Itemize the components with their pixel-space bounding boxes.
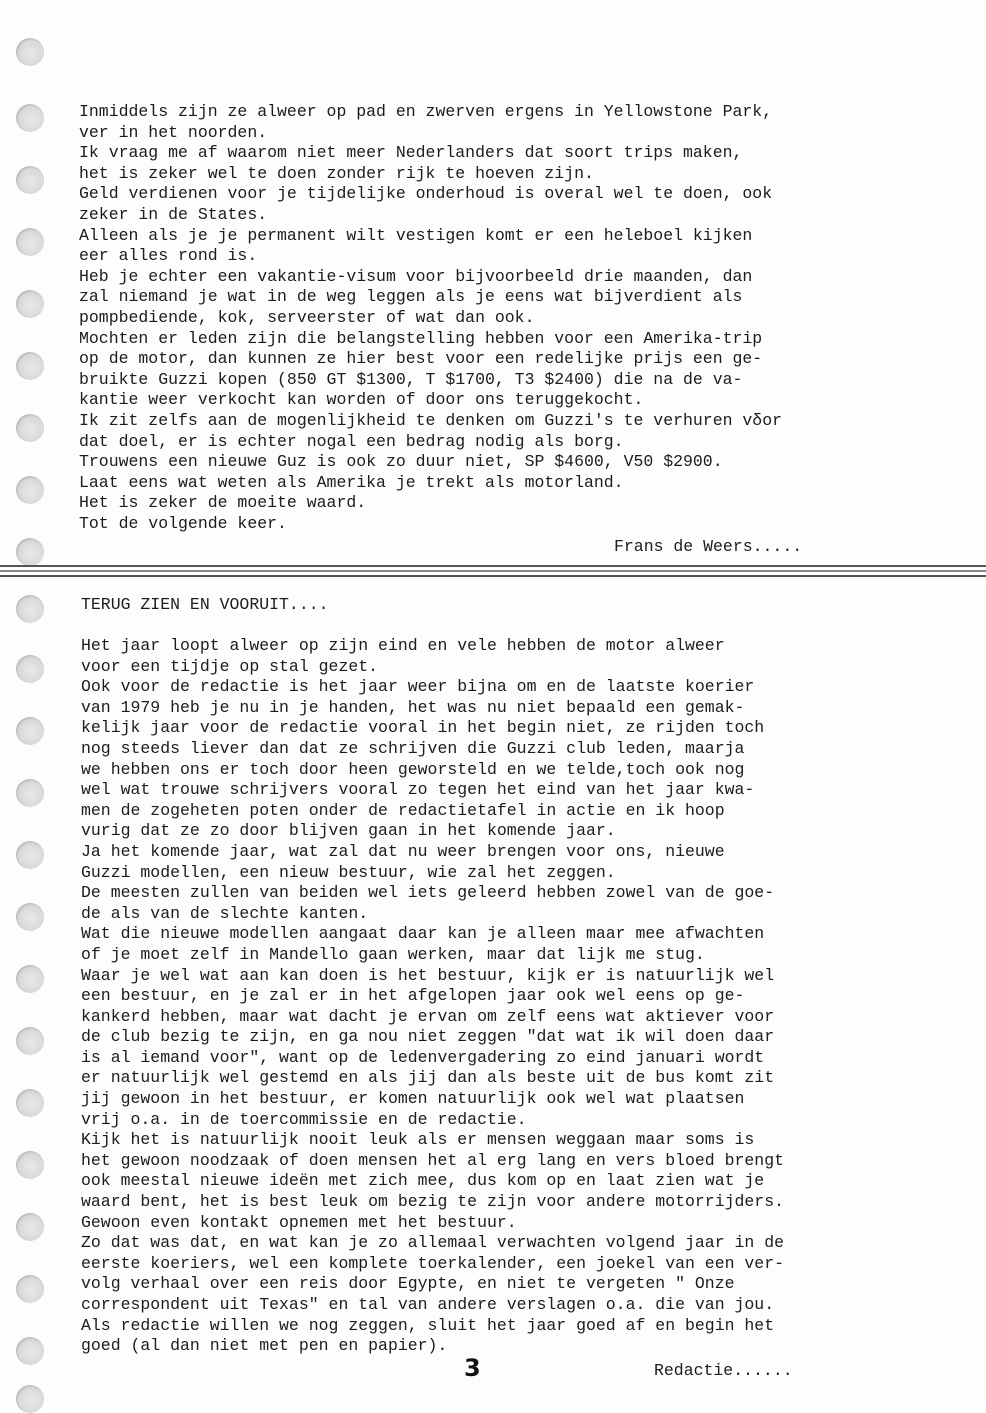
binder-punch-holes: [0, 0, 60, 1402]
text-line: er natuurlijk wel gestemd en als jij dan als beste uit de bus komt zit: [81, 1068, 775, 1088]
signature-redactie: Redactie......: [654, 1361, 793, 1380]
punch-hole: [16, 717, 44, 745]
punch-hole: [16, 1089, 44, 1117]
text-line: ver in het noorden.: [79, 122, 268, 142]
text-line: Waar je wel wat aan kan doen is het bestuur, kijk er is natuurlijk wel: [81, 965, 775, 985]
section-divider: [0, 565, 986, 577]
text-line: kantie weer verkocht kan worden of door ons teruggekocht.: [79, 390, 644, 410]
signature-frans-de-weers: Frans de Weers.....: [614, 537, 803, 556]
punch-hole: [16, 414, 44, 442]
text-line: zeker in de States.: [79, 204, 268, 224]
text-line: Ja het komende jaar, wat zal dat nu weer brengen voor ons, nieuwe: [81, 841, 725, 861]
punch-hole: [16, 290, 44, 318]
punch-hole: [16, 779, 44, 807]
text-line: Geld verdienen voor je tijdelijke onderhoud is overal wel te doen, ook: [79, 184, 773, 204]
text-line: Ik vraag me af waarom niet meer Nederlanders dat soort trips maken,: [79, 143, 743, 163]
text-line: we hebben ons er toch door heen geworsteld en we telde,toch ook nog: [81, 759, 745, 779]
text-line: Tot de volgende keer.: [79, 513, 287, 533]
text-line: jij gewoon in het bestuur, er komen natuurlijk ook wel wat plaatsen: [81, 1089, 745, 1109]
article-yellowstone-body: [79, 102, 782, 534]
text-line: is al iemand voor", want op de ledenvergadering zo eind januari wordt: [81, 1047, 765, 1067]
text-line: Wat die nieuwe modellen aangaat daar kan je alleen maar mee afwachten: [81, 924, 765, 944]
punch-hole: [16, 538, 44, 566]
text-line: Het is zeker de moeite waard.: [79, 493, 367, 513]
article-terug-zien-body: [81, 636, 784, 1357]
punch-hole: [16, 1385, 44, 1413]
text-line: Heb je echter een vakantie-visum voor bijvoorbeeld drie maanden, dan: [79, 266, 753, 286]
text-line: kankerd hebben, maar wat dacht je ervan om zelf eens wat aktiever voor: [81, 1006, 775, 1026]
text-line: pompbediende, kok, serveerster of wat dan ook.: [79, 307, 535, 327]
punch-hole: [16, 104, 44, 132]
punch-hole: [16, 1337, 44, 1365]
punch-hole: [16, 228, 44, 256]
punch-hole: [16, 841, 44, 869]
punch-hole: [16, 1275, 44, 1303]
text-line: bruikte Guzzi kopen (850 GT $1300, T $1700, T3 $2400) die na de va-: [79, 369, 743, 389]
text-line: Ook voor de redactie is het jaar weer bijna om en de laatste koerier: [81, 677, 755, 697]
text-line: Guzzi modellen, een nieuw bestuur, wie zal het zeggen.: [81, 862, 616, 882]
punch-hole: [16, 38, 44, 66]
text-line: wel wat trouwe schrijvers vooral zo tegen het eind van het jaar kwa-: [81, 780, 755, 800]
punch-hole: [16, 595, 44, 623]
article-heading-terug-zien: TERUG ZIEN EN VOORUIT....: [81, 595, 329, 614]
text-line: ook meestal nieuwe ideën met zich mee, dus kom op en laat zien wat je: [81, 1171, 765, 1191]
text-line: kelijk jaar voor de redactie vooral in het begin niet, ze rijden toch: [81, 718, 765, 738]
text-line: Alleen als je je permanent wilt vestigen komt er een heleboel kijken: [79, 225, 753, 245]
text-line: zal niemand je wat in de weg leggen als je eens wat bijverdient als: [79, 287, 743, 307]
text-line: waard bent, het is best leuk om bezig te zijn voor andere motorrijders.: [81, 1192, 785, 1212]
text-line: het gewoon noodzaak of doen mensen het al erg lang en vers bloed brengt: [81, 1150, 785, 1170]
text-line: Inmiddels zijn ze alweer op pad en zwerven ergens in Yellowstone Park,: [79, 102, 773, 121]
punch-hole: [16, 352, 44, 380]
text-line: dat doel, er is echter nogal een bedrag nodig als borg.: [79, 431, 624, 451]
text-line: de als van de slechte kanten.: [81, 903, 369, 923]
punch-hole: [16, 965, 44, 993]
text-line: volg verhaal over een reis door Egypte, en niet te vergeten " Onze: [81, 1274, 735, 1294]
text-line: Laat eens wat weten als Amerika je trekt als motorland.: [79, 472, 624, 492]
text-line: op de motor, dan kunnen ze hier best voor een redelijke prijs een ge-: [79, 349, 763, 369]
text-line: De meesten zullen van beiden wel iets geleerd hebben zowel van de goe-: [81, 883, 775, 903]
punch-hole: [16, 1213, 44, 1241]
text-line: Gewoon even kontakt opnemen met het bestuur.: [81, 1212, 517, 1232]
text-line: Kijk het is natuurlijk nooit leuk als er mensen weggaan maar soms is: [81, 1130, 755, 1150]
text-line: goed (al dan niet met pen en papier).: [81, 1336, 448, 1356]
text-line: nog steeds liever dan dat ze schrijven die Guzzi club leden, maarja: [81, 738, 745, 758]
text-line: eer alles rond is.: [79, 246, 258, 266]
punch-hole: [16, 166, 44, 194]
punch-hole: [16, 1151, 44, 1179]
text-line: een bestuur, en je zal er in het afgelopen jaar ook wel eens op ge-: [81, 986, 745, 1006]
text-line: het is zeker wel te doen zonder rijk te hoeven zijn.: [79, 163, 594, 183]
text-line: Als redactie willen we nog zeggen, sluit het jaar goed af en begin het: [81, 1315, 775, 1335]
text-line: van 1979 heb je nu in je handen, het was nu niet bepaald een gemak-: [81, 697, 745, 717]
text-line: Ik zit zelfs aan de mogenlijkheid te denken om Guzzi's te verhuren vδor: [79, 410, 783, 430]
text-line: correspondent uit Texas" en tal van andere verslagen o.a. die van jou.: [81, 1295, 775, 1314]
text-line: de club bezig te zijn, en ga nou niet zeggen "dat wat ik wil doen daar: [81, 1027, 775, 1047]
punch-hole: [16, 1027, 44, 1055]
punch-hole: [16, 476, 44, 504]
text-line: Mochten er leden zijn die belangstelling hebben voor een Amerika-trip: [79, 328, 763, 348]
text-line: voor een tijdje op stal gezet.: [81, 656, 379, 676]
text-line: of je moet zelf in Mandello gaan werken, maar dat lijk me stug.: [81, 944, 705, 964]
text-line: men de zogeheten poten onder de redactietafel in actie en ik hoop: [81, 800, 725, 820]
punch-hole: [16, 903, 44, 931]
text-line: eerste koeriers, wel een komplete toerkalender, een joekel van een ver-: [81, 1253, 785, 1273]
text-line: Zo dat was dat, en wat kan je zo allemaal verwachten volgend jaar in de: [81, 1233, 785, 1253]
text-line: Trouwens een nieuwe Guz is ook zo duur niet, SP $4600, V50 $2900.: [79, 452, 723, 472]
text-line: Het jaar loopt alweer op zijn eind en vele hebben de motor alweer: [81, 636, 725, 655]
text-line: vurig dat ze zo door blijven gaan in het komende jaar.: [81, 821, 616, 841]
text-line: vrij o.a. in de toercommissie en de redactie.: [81, 1109, 527, 1129]
page-number: 3: [464, 1354, 481, 1382]
punch-hole: [16, 655, 44, 683]
